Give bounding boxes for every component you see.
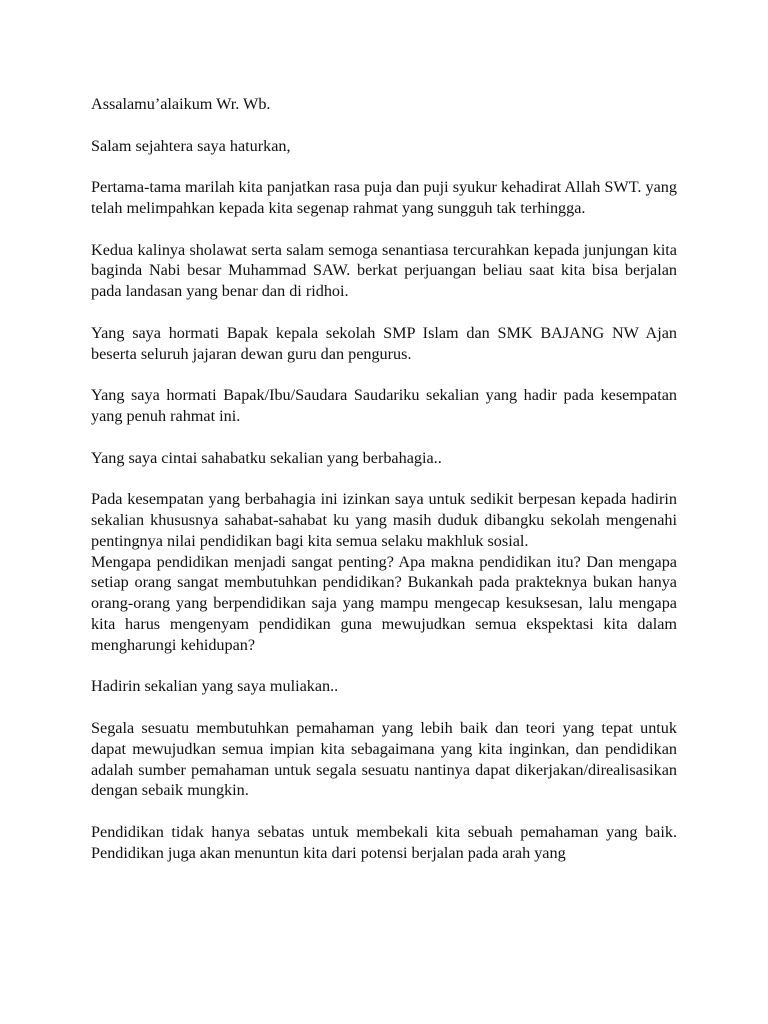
questions-paragraph: Mengapa pendidikan menjadi sangat penting? Apa makna pendidikan itu? Dan mengapa setiap orang sangat membutuhkan pendidikan? Bukankah pada prakteknya bukan hanya orang-orang yang berpendidikan saja yang mampu mengecap kesuksesan, lalu mengapa kita harus mengenyam pendidikan guna mewujudkan semua ekspektasi kita dalam mengharungi kehidupan? xyxy=(91,552,677,654)
greeting-paragraph: Assalamu’alaikum Wr. Wb. xyxy=(91,95,271,113)
respect-principal-paragraph: Yang saya hormati Bapak kepala sekolah SMP Islam dan SMK BAJANG NW Ajan beserta seluruh jajaran dewan guru dan pengurus. xyxy=(91,323,677,363)
beloved-friends-paragraph: Yang saya cintai sahabatku sekalian yang berbahagia.. xyxy=(91,448,442,467)
opening-praise-paragraph: Pertama-tama marilah kita panjatkan rasa puja dan puji syukur kehadirat Allah SWT. yang telah melimpahkan kepada kita segenap rahmat yang sungguh tak terhingga. xyxy=(91,178,677,217)
sholawat-paragraph: Kedua kalinya sholawat serta salam semoga senantiasa tercurahkan kepada junjungan kita baginda Nabi besar Muhammad SAW. berkat perjuangan beliau saat kita bisa berjalan pada landasan yang benar dan di ridhoi. xyxy=(91,240,677,301)
education-guidance-paragraph: Pendidikan tidak hanya sebatas untuk membekali kita sebuah pemahaman yang baik. Pendidikan juga akan menuntun kita dari potensi berjalan pada arah yang xyxy=(91,822,677,862)
document-body xyxy=(91,94,677,884)
salutation-paragraph: Salam sejahtera saya haturkan, xyxy=(91,136,291,155)
understanding-paragraph: Segala sesuatu membutuhkan pemahaman yang lebih baik dan teori yang tepat untuk dapat mewujudkan semua impian kita sebagaimana yang kita inginkan, dan pendidikan adalah sumber pemahaman untuk segala sesuatu nantinya dapat dikerjakan/direalisasikan dengan sebaik mungkin. xyxy=(91,718,677,800)
audience-address-paragraph: Hadirin sekalian yang saya muliakan.. xyxy=(91,677,339,696)
respect-audience-paragraph: Yang saya hormati Bapak/Ibu/Saudara Saudariku sekalian yang hadir pada kesempatan yang penuh rahmat ini. xyxy=(91,386,677,425)
message-intro-paragraph: Pada kesempatan yang berbahagia ini izinkan saya untuk sedikit berpesan kepada hadirin sekalian khususnya sahabat-sahabat ku yang masih duduk dibangku sekolah mengenahi pentingnya nilai pendidikan bagi kita semua selaku makhluk sosial. xyxy=(91,490,677,550)
